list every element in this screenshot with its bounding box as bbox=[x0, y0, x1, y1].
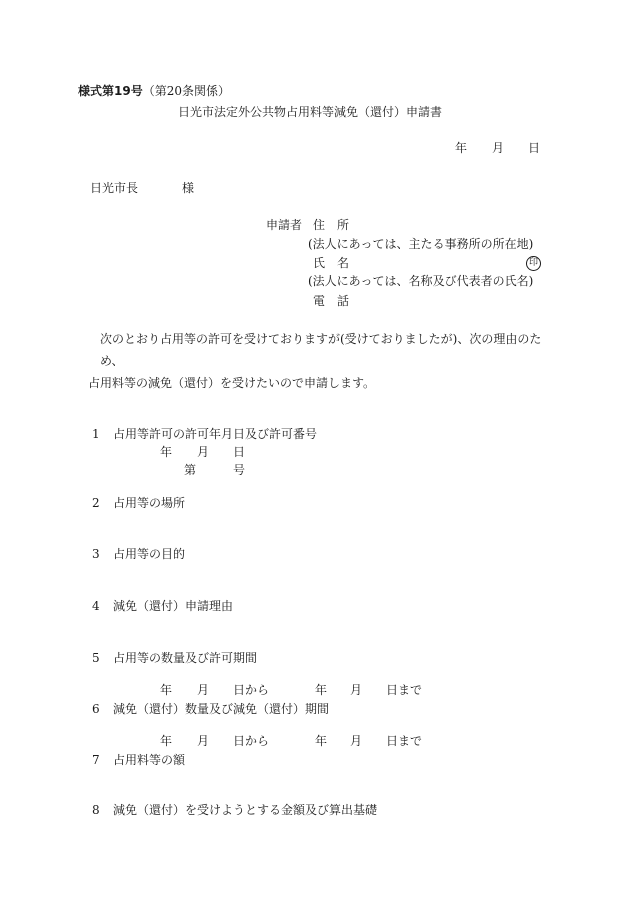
list-item bbox=[92, 426, 100, 442]
addressee-name: 日光市長 bbox=[90, 181, 139, 195]
permit-date-year: 年 bbox=[160, 445, 173, 459]
form-title: 日光市法定外公共物占用料等減免（還付）申請書 bbox=[178, 105, 443, 119]
period6-to: 日まで bbox=[386, 734, 423, 748]
item-5-text: 占用等の数量及び許可期間 bbox=[113, 651, 258, 665]
item-5-number: 5 bbox=[92, 651, 100, 665]
permit-date-day: 日 bbox=[233, 445, 246, 459]
period6-end-month: 月 bbox=[350, 734, 363, 748]
date-day: 日 bbox=[528, 141, 541, 155]
address-note: (法人にあっては、主たる事務所の所在地) bbox=[308, 237, 534, 251]
item-7-text: 占用料等の額 bbox=[113, 753, 186, 767]
period6-end-year: 年 bbox=[315, 734, 328, 748]
name-label: 氏 名 bbox=[313, 256, 350, 270]
date-year: 年 bbox=[455, 141, 468, 155]
item-4-text: 減免（還付）申請理由 bbox=[113, 599, 234, 613]
item-6-text: 減免（還付）数量及び減免（還付）期間 bbox=[113, 702, 330, 716]
address-label: 住 所 bbox=[313, 218, 350, 232]
item-3-number: 3 bbox=[92, 547, 100, 561]
item-8-text: 減免（還付）を受けようとする金額及び算出基礎 bbox=[113, 803, 378, 817]
item-2-text: 占用等の場所 bbox=[113, 496, 186, 510]
item-4-number: 4 bbox=[92, 599, 100, 613]
period5-from: 日から bbox=[233, 683, 270, 697]
application-statement bbox=[88, 328, 558, 394]
period5-end-month: 月 bbox=[350, 683, 363, 697]
form-relation: （第20条関係） bbox=[142, 84, 230, 98]
item-2-number: 2 bbox=[92, 496, 100, 510]
period6-start-month: 月 bbox=[197, 734, 210, 748]
statement-line-2: 占用料等の減免（還付）を受けたいので申請します。 bbox=[88, 376, 376, 390]
item-3-text: 占用等の目的 bbox=[113, 547, 186, 561]
addressee-honorific: 様 bbox=[182, 181, 195, 195]
item-8-number: 8 bbox=[92, 803, 100, 817]
period5-end-year: 年 bbox=[315, 683, 328, 697]
seal-mark: 印 bbox=[526, 256, 541, 271]
permit-number-go: 号 bbox=[233, 463, 246, 477]
item-number: 1 bbox=[92, 427, 100, 441]
phone-label: 電 話 bbox=[313, 294, 350, 308]
period6-from: 日から bbox=[233, 734, 270, 748]
period6-start-year: 年 bbox=[160, 734, 173, 748]
applicant-label: 申請者 bbox=[266, 218, 303, 232]
date-month: 月 bbox=[492, 141, 505, 155]
item-1-text: 占用等許可の許可年月日及び許可番号 bbox=[113, 427, 318, 441]
period5-to: 日まで bbox=[386, 683, 423, 697]
item-7-number: 7 bbox=[92, 753, 100, 767]
item-6-number: 6 bbox=[92, 702, 100, 716]
period5-start-month: 月 bbox=[197, 683, 210, 697]
form-number-line bbox=[78, 83, 230, 99]
permit-date-month: 月 bbox=[197, 445, 210, 459]
permit-number-dai: 第 bbox=[184, 463, 197, 477]
statement-line-1: 次のとおり占用等の許可を受けておりますが(受けておりましたが)、次の理由のため、 bbox=[100, 332, 542, 368]
name-note: (法人にあっては、名称及び代表者の氏名) bbox=[308, 274, 534, 288]
form-number: 様式第19号 bbox=[78, 84, 143, 98]
period5-start-year: 年 bbox=[160, 683, 173, 697]
